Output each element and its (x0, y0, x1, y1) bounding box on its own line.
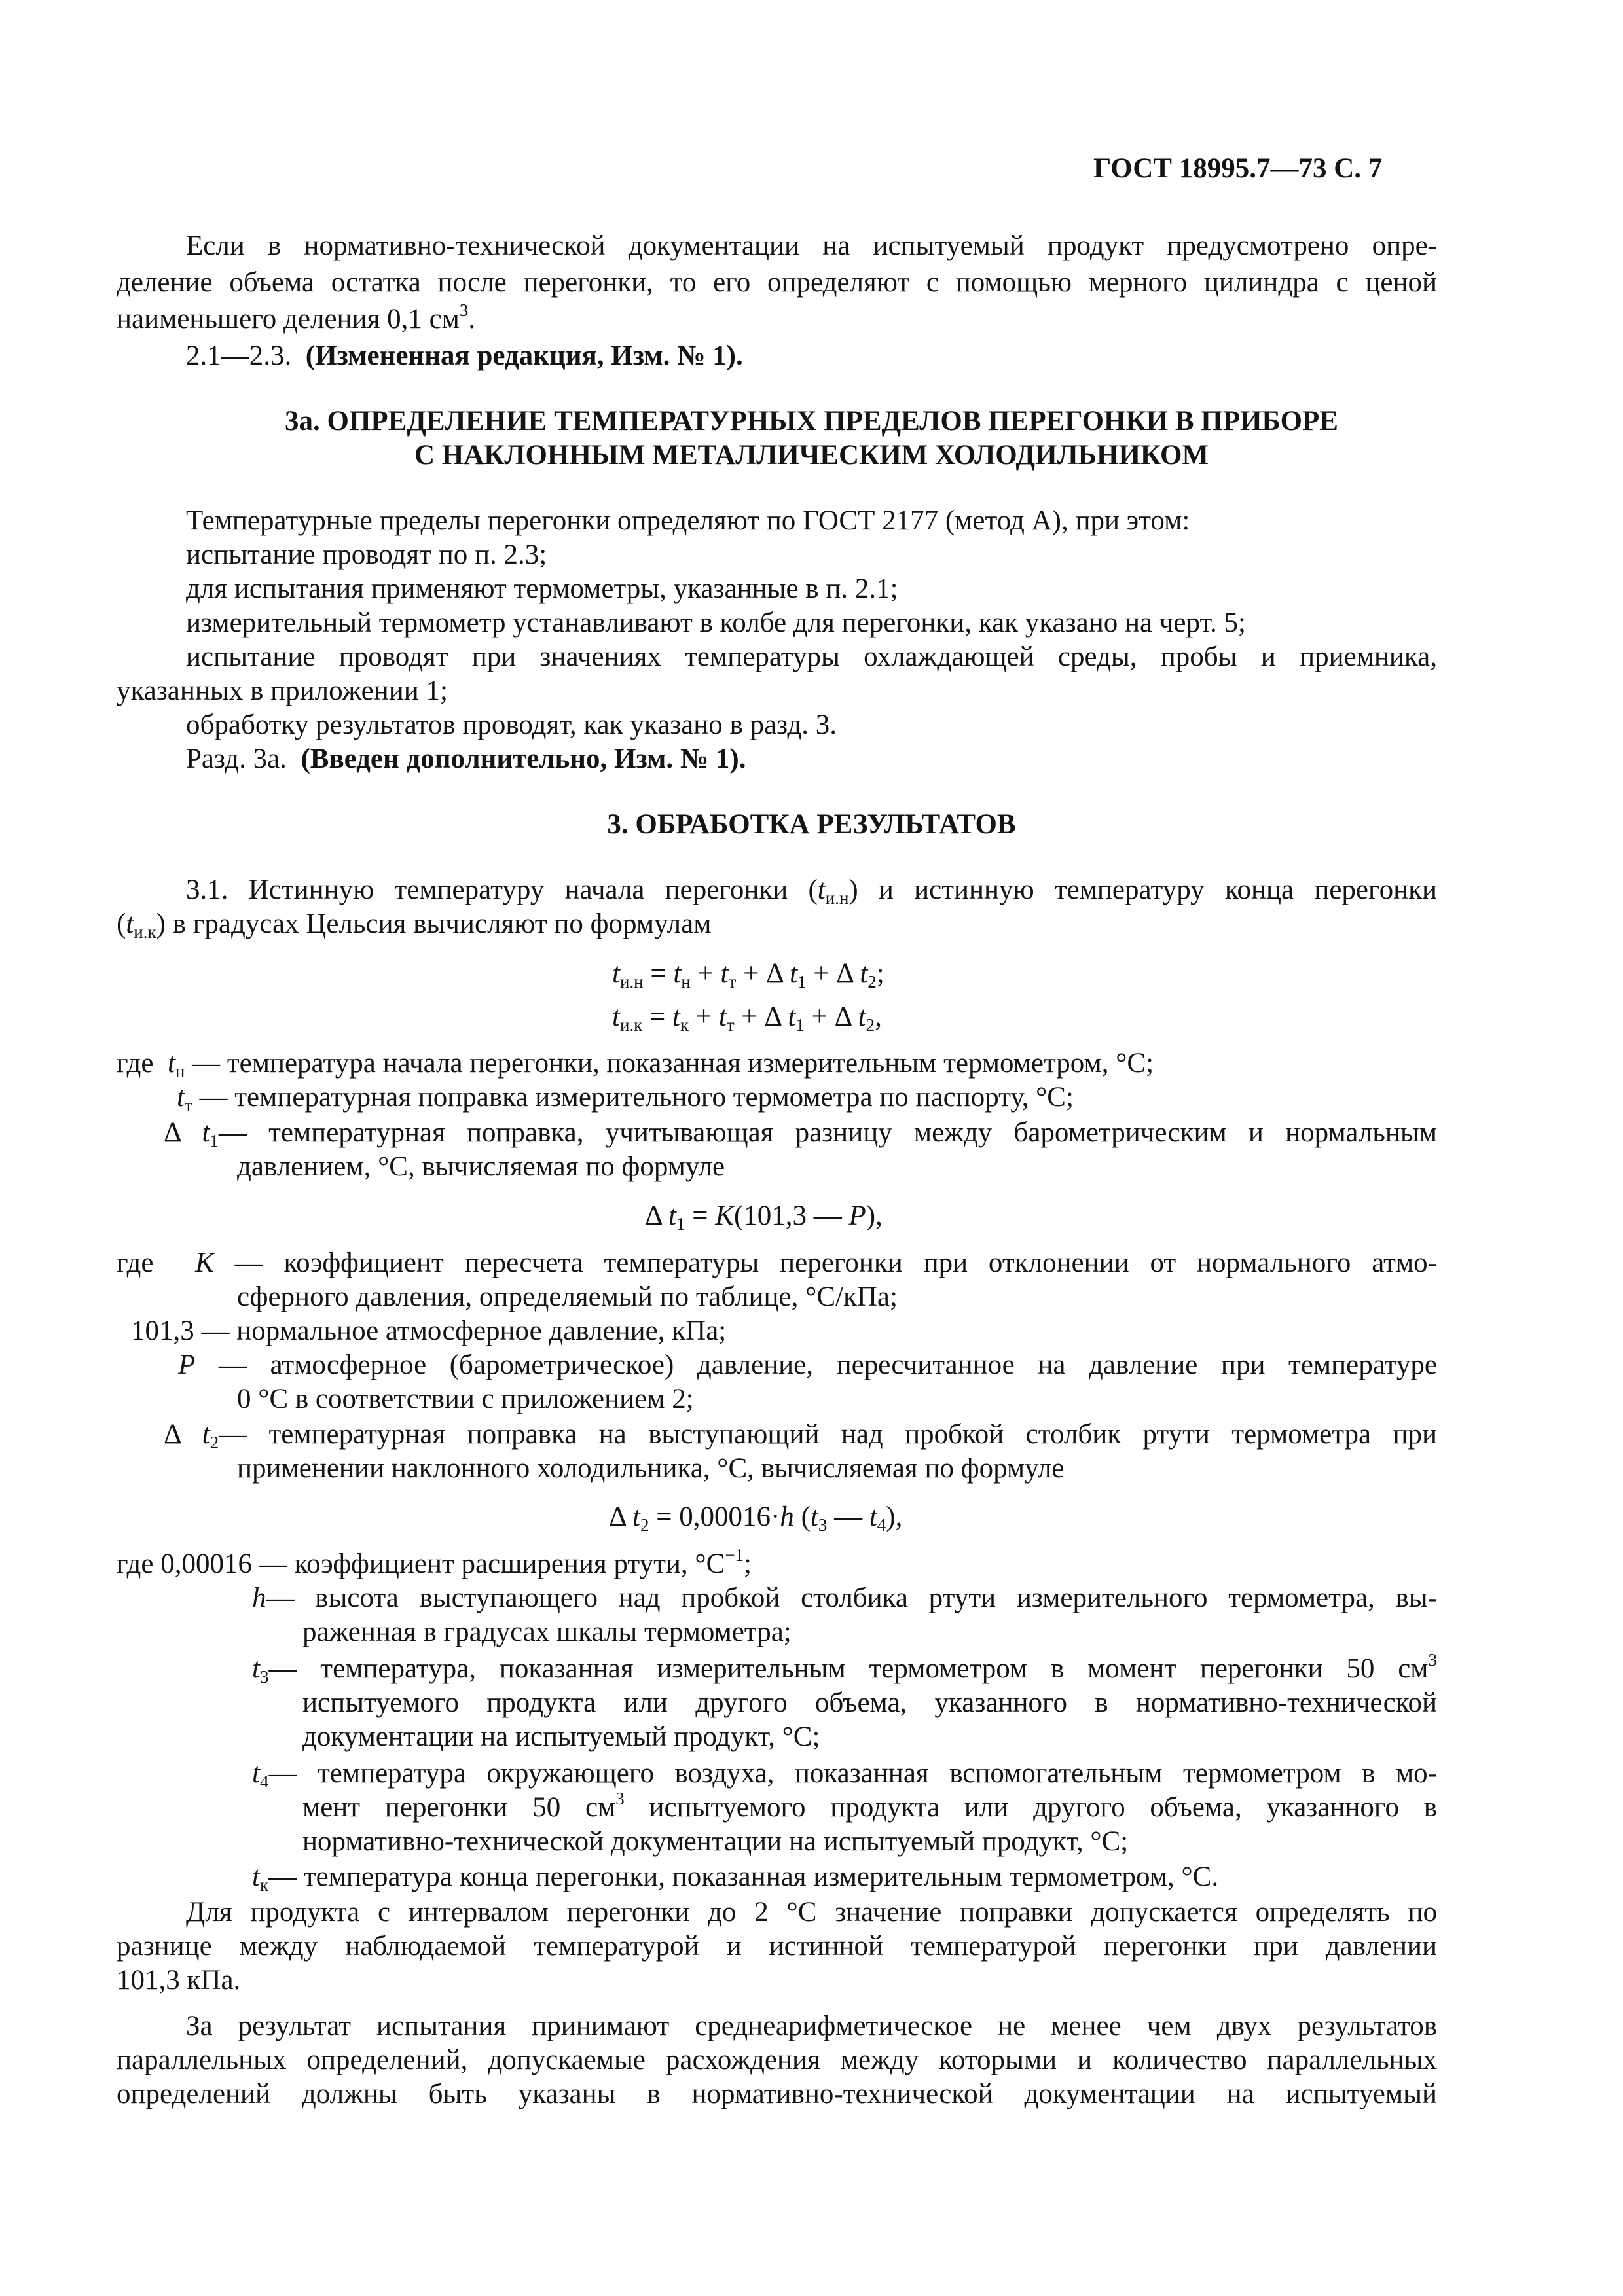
intro-line-3: наименьшего деления 0,1 $см^3$. (117, 300, 476, 334)
page-header-gost: ГОСТ 18995.7—73 С. 7 (1093, 153, 1383, 184)
def-t3-line-3: документации на испытуемый продукт, °С; (302, 1721, 820, 1752)
def-k-line-2: сферного давления, определяемый по таблице, °С/кПа; (237, 1282, 898, 1312)
def-h-line-1: h— высота выступающего над пробкой столбика ртути измерительного термометра, вы- (252, 1583, 1437, 1613)
def-t4-line-1: $t_4—$ температура окружающего воздуха, показанная вспомогательным термометром в мо- (252, 1758, 1437, 1791)
formula-delta-t2: Δ $t_2 = 0,00016\cdot h$ ($t_3$ — $t_4$), (609, 1501, 903, 1535)
section-3a-amendment: Разд. 3а. (Введен дополнительно, Изм. № 1). (186, 744, 746, 774)
para-3-1-line-2: $(t_{и.к})$ в градусах Цельсия вычисляют по формулам (117, 908, 712, 942)
section-3a-heading-line-2: С НАКЛОННЫМ МЕТАЛЛИЧЕСКИМ ХОЛОДИЛЬНИКОМ (414, 440, 1209, 471)
para-result-line-1: За результат испытания принимают среднеарифметическое не менее чем двух результатов (186, 2011, 1437, 2041)
para-result-line-3: определений должны быть указаны в нормативно-технической документации на испытуемый (117, 2079, 1437, 2109)
def-t4-line-3: нормативно-технической документации на испытуемый продукт, °С; (302, 1826, 1129, 1857)
def-t-t: $t_т$ — температурная поправка измерительного термометра по паспорту, °С; (177, 1082, 1074, 1115)
def-t-k: $t_к—$ температура конца перегонки, показанная измерительным термометром, °С. (252, 1861, 1219, 1895)
intro-line-1: Если в нормативно-технической документации на испытуемый продукт предусмотрено опре- (186, 230, 1437, 261)
def-delta-t2-line-1: Δ $t_2—$ температурная поправка на выступающий над пробкой столбик ртути термометра при (164, 1419, 1437, 1452)
para-small-interval-line-1: Для продукта с интервалом перегонки до 2 °С значение поправки допускается определять по (186, 1897, 1437, 1928)
intro-line-2: деление объема остатка после перегонки, то его определяют с помощью мерного цилиндра с ценой (117, 267, 1437, 298)
def-delta-t1-line-2: давлением, °С, вычисляемая по формуле (237, 1151, 725, 1182)
def-normal-pressure: 101,3 — нормальное атмосферное давление, кПа; (131, 1316, 727, 1346)
formula-t-start: $t_{и.н} = t_н + t_т + \Delta$ $t_1 + \Delta$ $t_2$; (612, 958, 884, 992)
para-3-1-line-1: 3.1. Истинную температуру начала перегонки $(t_{и.н})$ и истинную температуру конца перегонки (186, 874, 1437, 908)
para-small-interval-line-3: 101,3 кПа. (117, 1965, 241, 1996)
para-result-line-2: параллельных определений, допускаемые расхождения между которыми и количество параллельных (117, 2045, 1437, 2075)
section-3a-line-4: измерительный термометр устанавливают в колбе для перегонки, как указано на черт. 5; (186, 607, 1246, 638)
formula-delta-t1: Δ $t_1 = K(101,3$ — P), (645, 1200, 883, 1234)
para-small-interval-line-2: разнице между наблюдаемой температурой и истинной температурой перегонки при давлении (117, 1931, 1437, 1962)
section-3a-heading-line-1: 3а. ОПРЕДЕЛЕНИЕ ТЕМПЕРАТУРНЫХ ПРЕДЕЛОВ ПЕРЕГОНКИ В ПРИБОРЕ (285, 406, 1338, 437)
section-3-heading: 3. ОБРАБОТКА РЕЗУЛЬТАТОВ (607, 809, 1016, 840)
def-expansion-coefficient: где 0,00016 — коэффициент расширения ртути, $^\circ С^{-1}$; (117, 1545, 752, 1579)
def-p-line-2: 0 °С в соответствии с приложением 2; (237, 1384, 694, 1414)
section-3a-line-3: для испытания применяют термометры, указанные в п. 2.1; (186, 573, 898, 604)
section-3a-line-7: обработку результатов проводят, как указано в разд. 3. (186, 709, 837, 740)
section-3a-line-5: испытание проводят при значениях температуры охлаждающей среды, пробы и приемника, (186, 641, 1437, 672)
intro-amendment: 2.1—2.3. (Измененная редакция, Изм. № 1). (186, 340, 743, 371)
def-t4-line-2: мент перегонки 50 $см^3$ испытуемого продукта или другого объема, указанного в (302, 1789, 1437, 1823)
section-3a-line-2: испытание проводят по п. 2.3; (186, 539, 547, 570)
formula-t-end: $t_{и.к} = t_к + t_т + \Delta$ $t_1 + \Delta$ $t_2$, (612, 1001, 882, 1035)
section-3a-line-6: указанных в приложении 1; (117, 675, 448, 706)
def-h-line-2: раженная в градусах шкалы термометра; (302, 1617, 792, 1647)
def-k-line-1: где K — коэффициент пересчета температуры перегонки при отклонении от нормального атмо- (117, 1247, 1437, 1278)
def-p-line-1: P — атмосферное (барометрическое) давление, пересчитанное на давление при температуре (178, 1350, 1437, 1380)
def-t-n: где $t_н$ — температура начала перегонки, показанная измерительным термометром, °С; (117, 1048, 1154, 1081)
def-t3-line-2: испытуемого продукта или другого объема, указанного в нормативно-технической (302, 1687, 1437, 1718)
def-delta-t2-line-2: применении наклонного холодильника, °С, вычисляемая по формуле (237, 1453, 1065, 1484)
def-t3-line-1: $t_3—$ температура, показанная измерительным термометром в момент перегонки 50 $см^3$ (252, 1650, 1437, 1687)
section-3a-line-1: Температурные пределы перегонки определяют по ГОСТ 2177 (метод А), при этом: (186, 505, 1190, 536)
def-delta-t1-line-1: Δ $t_1—$ температурная поправка, учитывающая разницу между барометрическим и нормальным (164, 1117, 1437, 1151)
